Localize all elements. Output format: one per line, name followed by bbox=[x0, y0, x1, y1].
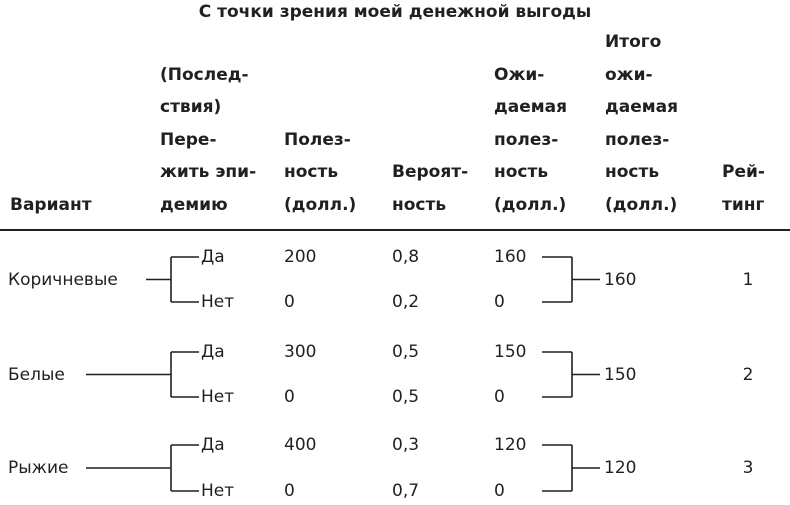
header-line: даемая bbox=[605, 97, 679, 117]
total-expected-utility-value: 120 bbox=[604, 458, 637, 478]
utility-value: 0 bbox=[284, 387, 295, 407]
header-line: Ожи- bbox=[494, 64, 545, 85]
header-line: ность bbox=[494, 162, 549, 182]
header-line: жить эпи- bbox=[160, 162, 257, 182]
header-line: Рей- bbox=[722, 162, 765, 182]
variant-label: Рыжие bbox=[8, 458, 69, 478]
outcome-label: Нет bbox=[201, 481, 235, 501]
header-line: ожи- bbox=[605, 64, 653, 85]
utility-value: 0 bbox=[284, 481, 295, 501]
header-line: Вариант bbox=[10, 194, 92, 215]
header-line: ность bbox=[392, 194, 447, 215]
variant-label: Белые bbox=[8, 364, 65, 385]
outcome-label: Нет bbox=[201, 387, 235, 407]
expected-utility-value: 150 bbox=[494, 342, 527, 362]
header-line: ность bbox=[605, 162, 660, 182]
total-expected-utility-value: 150 bbox=[604, 364, 637, 385]
probability-value: 0,7 bbox=[392, 481, 420, 501]
utility-value: 0 bbox=[284, 292, 295, 312]
probability-value: 0,5 bbox=[392, 342, 420, 362]
outcome-label: Нет bbox=[201, 292, 235, 312]
header-line: Пере- bbox=[160, 129, 217, 150]
header-line: (долл.) bbox=[494, 194, 567, 215]
header-line: даемая bbox=[494, 97, 568, 117]
header-line: ность bbox=[284, 162, 339, 182]
expected-utility-value: 0 bbox=[494, 292, 505, 312]
header-line: Полез- bbox=[284, 129, 351, 150]
utility-value: 200 bbox=[284, 247, 317, 267]
header-line: демию bbox=[160, 194, 228, 215]
outcome-label: Да bbox=[201, 247, 225, 267]
expected-utility-value: 120 bbox=[494, 435, 527, 455]
header-line: Итого bbox=[605, 32, 662, 52]
probability-value: 0,2 bbox=[392, 292, 420, 312]
probability-value: 0,5 bbox=[392, 387, 420, 407]
header-line: (долл.) bbox=[284, 194, 357, 215]
expected-utility-value: 160 bbox=[494, 247, 527, 267]
rating-value: 3 bbox=[742, 458, 754, 478]
variant-label: Коричневые bbox=[8, 269, 118, 290]
header-line: ствия) bbox=[160, 97, 222, 117]
header-line: тинг bbox=[722, 194, 765, 215]
header-line: полез- bbox=[605, 129, 670, 150]
table-title: С точки зрения моей денежной выгоды bbox=[198, 2, 592, 22]
utility-value: 400 bbox=[284, 435, 317, 455]
rating-value: 1 bbox=[742, 269, 754, 290]
total-expected-utility-value: 160 bbox=[604, 269, 637, 290]
header-line: Вероят- bbox=[392, 162, 469, 182]
header-line: полез- bbox=[494, 129, 559, 150]
expected-utility-value: 0 bbox=[494, 481, 505, 501]
rating-value: 2 bbox=[742, 364, 754, 385]
outcome-label: Да bbox=[201, 435, 225, 455]
probability-value: 0,3 bbox=[392, 435, 420, 455]
utility-value: 300 bbox=[284, 342, 317, 362]
header-line: (Послед- bbox=[160, 64, 249, 85]
outcome-label: Да bbox=[201, 342, 225, 362]
expected-utility-value: 0 bbox=[494, 387, 505, 407]
probability-value: 0,8 bbox=[392, 247, 420, 267]
header-line: (долл.) bbox=[605, 194, 678, 215]
